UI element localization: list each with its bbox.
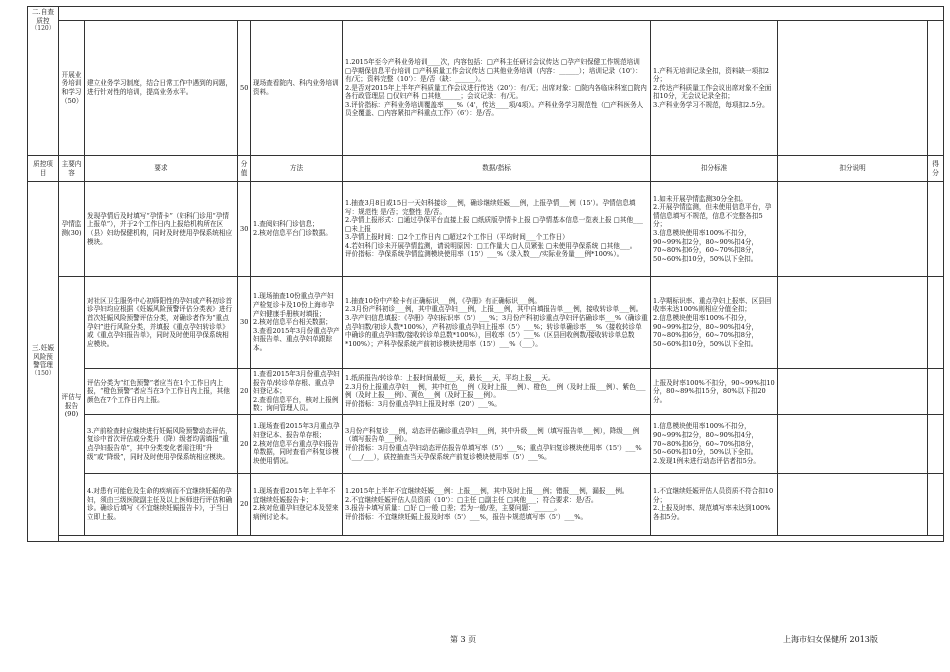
quality-control-table [27, 6, 944, 542]
assessment-requirement-4: 4.对患有可能危及生命的疾病而不宜继续妊娠的孕妇，须由三级医院副主任及以上医师进行评估和确诊。确诊后填写《不宜继续妊娠报告卡》，于当日立即上报。 [85, 473, 238, 535]
training-data: 1.2015年至今产科业务培训____次，内容包括：□产科主任研讨会议传达 □孕产妇保健工作规范培训 □孕期保信息平台培训 □产科质量工作会议传达 □其他业务培训（内容：______）；培训记录（10'）：有/无；资料完整（10'）：是/否（缺：______）。 2.是否对2015年上半年产科质量工作会议进行传达（20'）：有/无；出席对象：□院内各临床科室□院内各行政管理层 □仅妇产科 □其他______；会议记录：有/无。 3.评价指标：产科业务培训覆盖率____%（4'，传达____项/4项）。产科业务学习规范性（□产科医务人员全覆盖、□内容紧扣产科重点工作）（6'）：是/否。 [345, 57, 647, 118]
assessment-method-4: 1.现场查看2015年上半年不宜继续妊娠报告卡； 2.核对危重孕妇登记本及翌来病例讨论本。 [253, 487, 339, 522]
header-score: 分值 [238, 156, 251, 182]
training-explain-cell [778, 21, 928, 156]
training-item: 开展业务培训和学习（50） [59, 21, 85, 156]
header-explain: 扣分说明 [778, 156, 928, 182]
assessment-method-3: 1.现场查看2015年3月重点孕妇登记本、报告单存根； 2.核对信息平台重点孕妇报告单数据，同时查看产科复诊模块使用情况。 [253, 422, 340, 465]
section2-top-row [28, 7, 944, 21]
assessment-got-cell-2 [928, 369, 944, 415]
assessment-row-2 [28, 369, 944, 415]
assessment-score-3: 20 [238, 414, 251, 473]
assessment-explain-cell-2 [778, 369, 928, 415]
assessment-data-1: 1.抽查10份中产检卡有正确标识___例，《孕册》有正确标识___例。 2.3月份产科初诊___例，其中重点孕妇___例，上报___例，其中自填报告单___例，接收转诊单___例。 3.孕产妇信息填报：《孕册》孕妇标识率（5'）___%；3月份产科初诊重点孕妇评估确诊率___%（确诊重点孕妇数/初诊人数*100%），产科初诊重点孕妇上报率（5'）___%；转诊单确诊率___%（接收转诊单中确诊的重点孕妇数/接收转诊单总数*100%），回收率（5'）___%（区县回收例数/接收转诊单总数*100%）；产科孕保系统产前初诊模块使用率（15'）___%（___）。 [345, 296, 648, 348]
screening-score: 30 [238, 182, 251, 277]
section3-bottom-row [28, 535, 944, 541]
assessment-criteria-1: 1.孕期标识率、重点孕妇上报率、区县回收率未达100%则相应分值全扣； 2.信息模块使用率100%不扣分，90~99%扣2分，80~90%扣4分，70~80%扣6分，60~70%扣8分，50~60%扣10分，50%以下全扣。 [653, 296, 772, 348]
screening-row [28, 182, 944, 277]
training-score-got-cell [928, 21, 944, 156]
footer-organization: 上海市妇女保健所 2013版 [783, 635, 878, 644]
training-criteria: 1.产科无培训记录全扣，资料缺一项扣2分； 2.传达产科质量工作会议出席对象不全面扣10分，无会议记录全扣； 3.产科业务学习不规范，每项扣2.5分。 [653, 66, 772, 109]
assessment-data-4: 1.2015年上半年不宜继续妊娠___例：上报___例，其中及时上报___例；错报___例，漏报___例。 2.不宜继续妊娠评估人员资质（10'）：□主任 □副主任 □其他___；符合要求：是/否。 3.报告卡填写质量：□好 □一般 □差；若为一般/差，主要问题：______。 评价指标：不宜继续妊娠上报及时率（5'）___%，报告卡规范填写率（5'）___%。 [345, 487, 629, 522]
header-requirement: 要求 [85, 156, 238, 182]
training-requirement: 建立业务学习制度，结合日常工作中遇到的问题，进行针对性的培训，提高业务水平。 [85, 21, 238, 156]
screening-item: 孕情监测(30) [59, 182, 85, 277]
assessment-row-3 [28, 414, 944, 473]
header-method: 方法 [251, 156, 343, 182]
header-item: 质控项目 [28, 156, 59, 182]
assessment-got-cell-1 [928, 277, 944, 369]
header-content: 主要内容 [59, 156, 85, 182]
assessment-row-1 [28, 277, 944, 369]
assessment-criteria-2: 上报及时率100%不扣分，90~99%扣10分，80~89%扣15分，80%以下扣20分。 [653, 378, 775, 404]
assessment-criteria-4: 1.不宜继续妊娠评估人员资质不符合扣10分； 2.上报及时率、规范填写率未达到100%各扣5分。 [653, 487, 774, 522]
assessment-got-cell-3 [928, 414, 944, 473]
assessment-row-4 [28, 473, 944, 535]
assessment-explain-cell-1 [778, 277, 928, 369]
assessment-data-3: 3月份产科复诊___例，动态评估确诊重点孕妇___例，其中升级___例（填写报告单___例），降级___例（填写报告单___例）。 评价指标：3月份重点孕妇动态评估报告单填写率（5'）___%；重点孕妇复诊模块使用率（15'）___%（___/___），质控抽查当天孕保系统产前复诊模块使用率（5'）___%。 [345, 426, 642, 461]
section3-category: 三.妊娠风险预警管理 （150） [28, 182, 59, 542]
table-header-row [28, 156, 944, 182]
header-got: 得分 [928, 156, 944, 182]
assessment-requirement-2: 评估分类为“红色预警”者应当在1个工作日内上报，“橙色预警”者应当在3个工作日内上报，其他颜色在7个工作日内上报。 [85, 369, 238, 415]
assessment-explain-cell-4 [778, 473, 928, 535]
screening-criteria: 1.如未开展孕情监测30分全扣。 2.开展孕情监测，但未使用信息平台，孕情信息填写不规范，信息不完整各扣5分； 3.信息模块使用率100%不扣分，90~99%扣2分，80~90%扣4分，70~80%扣6分，60~70%扣8分，50~60%扣10分，50%以下全扣。 [653, 194, 772, 263]
screening-got-cell [928, 182, 944, 277]
section2-category: 二.自查质控 （120） [28, 7, 59, 156]
section2-training-row [28, 21, 944, 156]
assessment-item: 评估与报告(90) [59, 277, 85, 536]
assessment-score-1: 30 [238, 277, 251, 369]
screening-method: 1.查阅妇科门诊信息； 2.核对信息平台门诊数据。 [253, 220, 332, 237]
page-number: 第 3 页 [450, 635, 477, 644]
assessment-method-2: 1.查看2015年3月份重点孕妇报告单/转诊单存根、重点孕妇登记本； 2.查看信息平台，核对上报例数；询问管理人员。 [253, 370, 340, 413]
assessment-score-2: 20 [238, 369, 251, 415]
assessment-explain-cell-3 [778, 414, 928, 473]
header-data: 数据/指标 [343, 156, 651, 182]
assessment-requirement-3: 3.产前检查时应继续进行妊娠风险预警动态评估，复诊中首次评估或分类升（降）级者均需填报“重点孕妇报告单”，其中分类变化者需注明“升级”或“降级”，同时及时使用孕保系统相应模块。 [85, 414, 238, 473]
assessment-criteria-3: 1.信息模块使用率100%不扣分，90~99%扣2分，80~90%扣4分，70~80%扣6分，60~70%扣8分，50~60%扣10分，50%以下全扣。 2.发现1例未进行动态评估者扣5分。 [653, 422, 760, 465]
assessment-got-cell-4 [928, 473, 944, 535]
assessment-requirement-1: 对社区卫生服务中心初筛阳性的孕妇或产科初诊首诊孕妇均应根据《妊娠风险预警评估分类表》进行首次妊娠风险预警评估分类，对确诊者作为“重点孕妇”进行风险分类，并填报《重点孕妇转诊单》或《重点孕妇报告单》，同时及时使用孕保系统相应模块。 [85, 277, 238, 369]
assessment-score-4: 20 [238, 473, 251, 535]
screening-requirement: 发现孕情后及时填写“孕情卡”（妇科门诊用“孕情上报单”），并于2个工作日内上报给机构所在区（县）妇幼保健机构，同时及时使用孕保系统相应模块。 [85, 182, 238, 277]
screening-data: 1.抽查3月8日或15日一天妇科接诊___例，确诊继续妊娠___例，上报孕情___例（15'）。孕情信息填写：规范性 是/否；完整性 是/否。 2.孕情上报形式：□通过孕保平台直接上报 □纸质版孕情卡上报 □孕情基本信息一览表上报 □其他___ □未上报 3.孕情上报时间：□2个工作日内 □超过2个工作日（平均时间___个工作日） 4.若妇科门诊未开展孕情监测，请说明原因：□工作量大 □人员紧张 □未使用孕保系统 □其他___。 评价指标：孕保系统孕情监测模块使用率（15'）___%（录入数___/实际业务量___例*100%）。 [345, 198, 643, 259]
training-score: 50 [238, 21, 251, 156]
assessment-data-2: 1.纸质报告/转诊单：上报时间最短___天，最长___天，平均上报___天。 2.3月份上报重点孕妇___例，其中红色___例（及时上报___例）、橙色___例（及时上报___例）、紫色___例（及时上报___例）、黄色___例（及时上报___例）。 评价指标：3月份重点孕妇上报及时率（20'）___%。 [345, 374, 646, 409]
screening-explain-cell [778, 182, 928, 277]
assessment-method-1: 1.现场抽查10份重点孕产妇产检复诊卡及10份上海市孕产妇健康手册核对填报； 2.核对信息平台相关数据； 3.查看2015年3月份重点孕产妇报告单、重点孕妇单跟踪本。 [253, 292, 340, 352]
training-method: 现场查看院内、科内业务培训资料。 [251, 21, 343, 156]
header-criteria: 扣分标准 [651, 156, 778, 182]
